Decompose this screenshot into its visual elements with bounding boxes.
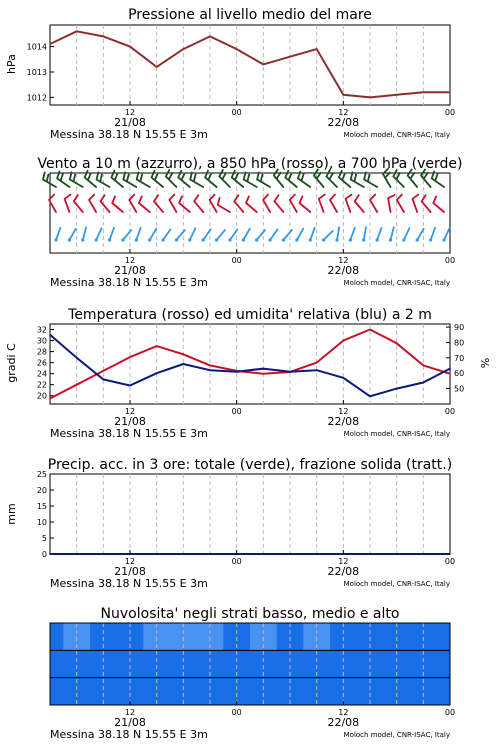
location-label: Messina 38.18 N 15.55 E 3m (50, 427, 208, 440)
wind-barb-850 (101, 195, 110, 212)
wind-barb-10m (96, 228, 102, 240)
date-label: 21/08 (114, 264, 146, 277)
pressure-line-point (76, 31, 78, 33)
date-label: 21/08 (114, 565, 146, 578)
temperature-line-point (263, 373, 265, 375)
wind-barb-850 (194, 195, 203, 212)
wind-barb-700 (364, 172, 377, 187)
temperature-line-point (369, 329, 371, 331)
humidity-line-point (156, 372, 158, 374)
humidity-line-point (183, 363, 185, 365)
wind-barb-10m (69, 229, 76, 240)
wind-barb-10m (337, 227, 339, 240)
wind-barb-10m-head (242, 238, 245, 241)
wind-barb-850 (65, 195, 71, 212)
credit-label: Moloch model, CNR-ISAC, Italy (343, 131, 450, 139)
wind-barb-700 (432, 172, 444, 188)
wind-barb-10m (310, 228, 315, 240)
wind-barb-700 (351, 172, 364, 187)
humidity-line-point (343, 377, 345, 379)
humidity-line-point (316, 369, 318, 371)
wind-barb-10m-head (295, 238, 298, 241)
y-tick-label: 28 (36, 347, 47, 357)
x-tick-label: 00 (231, 708, 242, 717)
wind-barb-700 (298, 172, 310, 188)
wind-barb-10m (391, 227, 394, 240)
wind-barb-10m (324, 231, 333, 240)
x-tick-label: 00 (444, 108, 456, 117)
wind-barb-700 (408, 170, 418, 188)
wind-barb-10m-head (322, 238, 325, 241)
humidity-line-point (103, 379, 105, 381)
wind-barb-850 (355, 195, 364, 212)
temperature-line-point (396, 343, 398, 345)
wind-barb-850 (169, 195, 176, 212)
wind-barb-10m (110, 228, 115, 240)
precip-title: Precip. acc. in 3 ore: totale (verde), frazione solida (tratt.) (47, 457, 453, 473)
wind-barb-10m-head (402, 238, 405, 241)
wind-barb-10m-head (282, 238, 285, 241)
wind-barb-850 (218, 198, 230, 212)
wind-barb-10m (444, 228, 450, 240)
humidity-line-point (49, 334, 51, 336)
date-label: 21/08 (114, 116, 146, 129)
wind-barb-10m-head (268, 238, 271, 241)
wind-barb-10m-head (376, 238, 379, 241)
x-tick-label: 12 (338, 407, 349, 416)
wind-barb-10m (136, 228, 140, 240)
x-tick-label: 00 (444, 256, 456, 265)
credit-label: Moloch model, CNR-ISAC, Italy (343, 731, 450, 739)
x-tick-label: 00 (231, 256, 242, 265)
humidity-line-point (236, 371, 238, 373)
temperature-frame (50, 324, 450, 404)
y-tick-label: 10 (36, 518, 47, 527)
wind-barb-10m-head (135, 238, 138, 241)
wind-barb-10m (150, 229, 157, 240)
wind-barb-850 (413, 195, 419, 212)
y-tick-label-right: 90 (454, 323, 465, 333)
y-tick-label-right: 70 (454, 353, 465, 363)
wind-barb-10m (190, 228, 196, 240)
x-tick-label: 12 (338, 708, 349, 717)
wind-barb-10m-head (108, 238, 111, 241)
wind-barb-10m (163, 229, 171, 240)
wind-barb-10m (203, 229, 210, 240)
wind-barb-10m-head (349, 238, 352, 241)
temperature-line-point (156, 345, 158, 347)
humidity-line (50, 335, 450, 397)
precip-frame (50, 474, 450, 554)
precip-ylabel: mm (5, 503, 18, 525)
x-tick-label: 00 (231, 557, 242, 566)
wind-barb-850 (370, 195, 377, 212)
pressure-line-point (396, 94, 398, 96)
temperature-line-point (209, 365, 211, 367)
wind-barb-10m (417, 229, 424, 240)
wind-barb-10m-head (148, 238, 151, 241)
wind-barb-10m (83, 227, 86, 240)
y-tick-label: 0 (41, 550, 47, 559)
wind-barb-10m-head (121, 238, 124, 241)
y-tick-label: 1012 (26, 93, 47, 103)
wind-barb-10m (217, 230, 225, 240)
pressure-line-point (183, 48, 185, 50)
temperature-line-point (183, 354, 185, 356)
temperature-line-point (449, 373, 451, 375)
wind-barb-10m-head (442, 238, 445, 241)
humidity-line-point (423, 382, 425, 384)
humidity-line-point (396, 388, 398, 390)
wind-barb-700 (244, 172, 257, 187)
pressure-panel (5, 7, 455, 141)
precip-total-line-point (49, 553, 51, 555)
temperature-line-point (316, 362, 318, 364)
temperature-line-point (103, 370, 105, 372)
pressure-line-point (263, 64, 265, 66)
x-tick-label: 00 (231, 108, 242, 117)
wind-barb-10m-head (188, 238, 191, 241)
wind-barb-850 (112, 196, 123, 212)
date-label: 22/08 (327, 716, 360, 729)
location-label: Messina 38.18 N 15.55 E 3m (50, 577, 208, 590)
location-label: Messina 38.18 N 15.55 E 3m (50, 128, 208, 141)
wind-barb-10m-head (54, 238, 57, 241)
pressure-line-point (103, 36, 105, 38)
y-tick-label: 1014 (26, 42, 47, 52)
wind-barb-10m (404, 228, 410, 240)
wind-barb-10m-head (81, 238, 84, 241)
wind-barb-10m-head (95, 238, 98, 241)
pressure-line (50, 31, 450, 97)
y-tick-label-right: 50 (454, 384, 465, 394)
credit-label: Moloch model, CNR-ISAC, Italy (343, 580, 450, 588)
cloud-title: Nuvolosita' negli strati basso, medio e alto (100, 606, 400, 622)
wind-barb-10m-head (68, 238, 71, 241)
pressure-line-point (236, 48, 238, 50)
x-tick-label: 12 (338, 108, 349, 117)
wind-panel (37, 156, 462, 289)
wind-barb-10m-head (215, 238, 218, 241)
y-tick-label-right: 60 (454, 369, 465, 379)
pressure-line-point (156, 66, 158, 68)
wind-barb-850 (74, 195, 83, 212)
wind-barb-10m (243, 229, 250, 240)
location-label: Messina 38.18 N 15.55 E 3m (50, 276, 208, 289)
wind-barb-850 (388, 195, 395, 212)
wind-barb-850 (246, 196, 257, 212)
pressure-line-point (49, 43, 51, 45)
wind-barb-10m-head (309, 238, 312, 241)
wind-barb-10m-head (362, 238, 365, 241)
date-label: 21/08 (114, 415, 146, 428)
temperature-panel (5, 307, 492, 440)
wind-barb-10m (297, 229, 304, 240)
wind-barb-850 (263, 195, 270, 212)
humidity-line-point (209, 369, 211, 371)
credit-label: Moloch model, CNR-ISAC, Italy (343, 430, 450, 438)
y-tick-label: 22 (36, 380, 47, 390)
y-tick-label-right: 80 (454, 338, 465, 348)
y-tick-label: 32 (36, 325, 47, 335)
humidity-line-point (369, 396, 371, 398)
temperature-title: Temperatura (rosso) ed umidita' relativa (blu) a 2 m (68, 307, 432, 323)
temperature-ylabel: gradi C (5, 343, 18, 383)
wind-barb-10m-head (255, 238, 258, 241)
wind-barb-10m (431, 228, 436, 240)
pressure-line-point (423, 92, 425, 94)
date-label: 22/08 (327, 415, 360, 428)
wind-barb-850 (397, 195, 404, 212)
pressure-ylabel: hPa (5, 54, 18, 74)
wind-barb-850 (300, 196, 311, 212)
x-tick-label: 12 (124, 256, 136, 265)
y-tick-label: 30 (36, 336, 47, 346)
wind-barb-10m-head (161, 238, 164, 241)
wind-barb-700 (57, 172, 69, 188)
y-tick-label: 20 (36, 391, 47, 401)
temperature-line-point (423, 365, 425, 367)
wind-barb-700 (274, 170, 284, 188)
wind-barb-10m-head (389, 238, 392, 241)
date-label: 22/08 (327, 264, 360, 277)
x-tick-label: 00 (231, 407, 242, 416)
humidity-line-point (263, 368, 265, 370)
x-tick-label: 00 (444, 407, 456, 416)
x-tick-label: 12 (124, 108, 136, 117)
wind-barb-10m (283, 230, 291, 240)
wind-barb-10m (377, 228, 381, 240)
x-tick-label: 12 (124, 557, 136, 566)
x-tick-label: 12 (124, 708, 136, 717)
wind-barb-850 (154, 195, 163, 212)
wind-barb-850 (290, 195, 297, 212)
pressure-line-point (129, 46, 131, 48)
wind-title: Vento a 10 m (azzurro), a 850 hPa (rosso), a 700 hPa (verde) (37, 156, 463, 172)
y-tick-label: 26 (36, 358, 47, 368)
pressure-line-point (343, 94, 345, 96)
wind-barb-10m-head (228, 238, 231, 241)
temperature-line-point (343, 340, 345, 342)
wind-barb-850 (179, 196, 190, 212)
wind-barb-850 (346, 195, 352, 212)
wind-barb-700 (190, 172, 203, 187)
wind-barb-10m-head (429, 238, 432, 241)
x-tick-label: 12 (338, 557, 349, 566)
wind-barb-850 (319, 195, 325, 212)
humidity-line-point (289, 371, 291, 373)
credit-label: Moloch model, CNR-ISAC, Italy (343, 279, 450, 287)
wind-barb-10m (364, 227, 366, 240)
wind-barb-850 (274, 195, 283, 212)
date-label: 21/08 (114, 716, 146, 729)
y-tick-label: 25 (36, 470, 47, 479)
pressure-line-point (209, 36, 211, 38)
y-tick-label: 15 (36, 502, 47, 511)
location-label: Messina 38.18 N 15.55 E 3m (50, 728, 208, 741)
y-tick-label: 20 (36, 486, 47, 495)
wind-barb-850 (433, 196, 444, 212)
x-tick-label: 00 (444, 557, 456, 566)
temperature-line-point (129, 356, 131, 358)
wind-barb-10m-head (202, 238, 205, 241)
wind-barb-700 (314, 170, 324, 188)
wind-barb-850 (234, 195, 243, 212)
pressure-line-point (369, 97, 371, 99)
temperature-line (50, 330, 450, 399)
wind-barb-10m-head (175, 238, 178, 241)
humidity-line-point (129, 385, 131, 387)
x-tick-label: 00 (444, 708, 456, 717)
temperature-line-point (49, 398, 51, 400)
pressure-frame (50, 25, 450, 105)
wind-barb-10m-head (335, 238, 338, 241)
y-tick-label: 5 (41, 534, 47, 543)
date-label: 22/08 (327, 116, 360, 129)
humidity-line-point (449, 368, 451, 370)
cloud-panel (50, 606, 455, 741)
pressure-title: Pressione al livello medio del mare (128, 7, 372, 23)
temperature-line-point (76, 384, 78, 386)
wind-barb-10m (56, 228, 60, 240)
y-tick-label: 24 (36, 369, 47, 379)
wind-barb-850 (210, 195, 217, 212)
pressure-line-point (449, 92, 451, 94)
x-tick-label: 12 (124, 407, 136, 416)
wind-barb-700 (137, 172, 150, 187)
wind-barb-10m (270, 229, 277, 240)
y-tick-label: 1013 (26, 67, 47, 77)
wind-barb-850 (139, 196, 150, 212)
wind-barb-850 (89, 195, 96, 212)
precip-panel (5, 457, 455, 590)
pressure-line-point (316, 48, 318, 50)
wind-barb-10m (350, 228, 355, 240)
wind-barb-850 (330, 195, 337, 212)
wind-barb-10m-head (416, 238, 419, 241)
wind-barb-700 (421, 170, 431, 188)
humidity-ylabel: % (479, 357, 492, 369)
date-label: 22/08 (327, 565, 360, 578)
humidity-line-point (76, 357, 78, 359)
x-tick-label: 12 (338, 256, 349, 265)
pressure-line-point (289, 56, 291, 58)
